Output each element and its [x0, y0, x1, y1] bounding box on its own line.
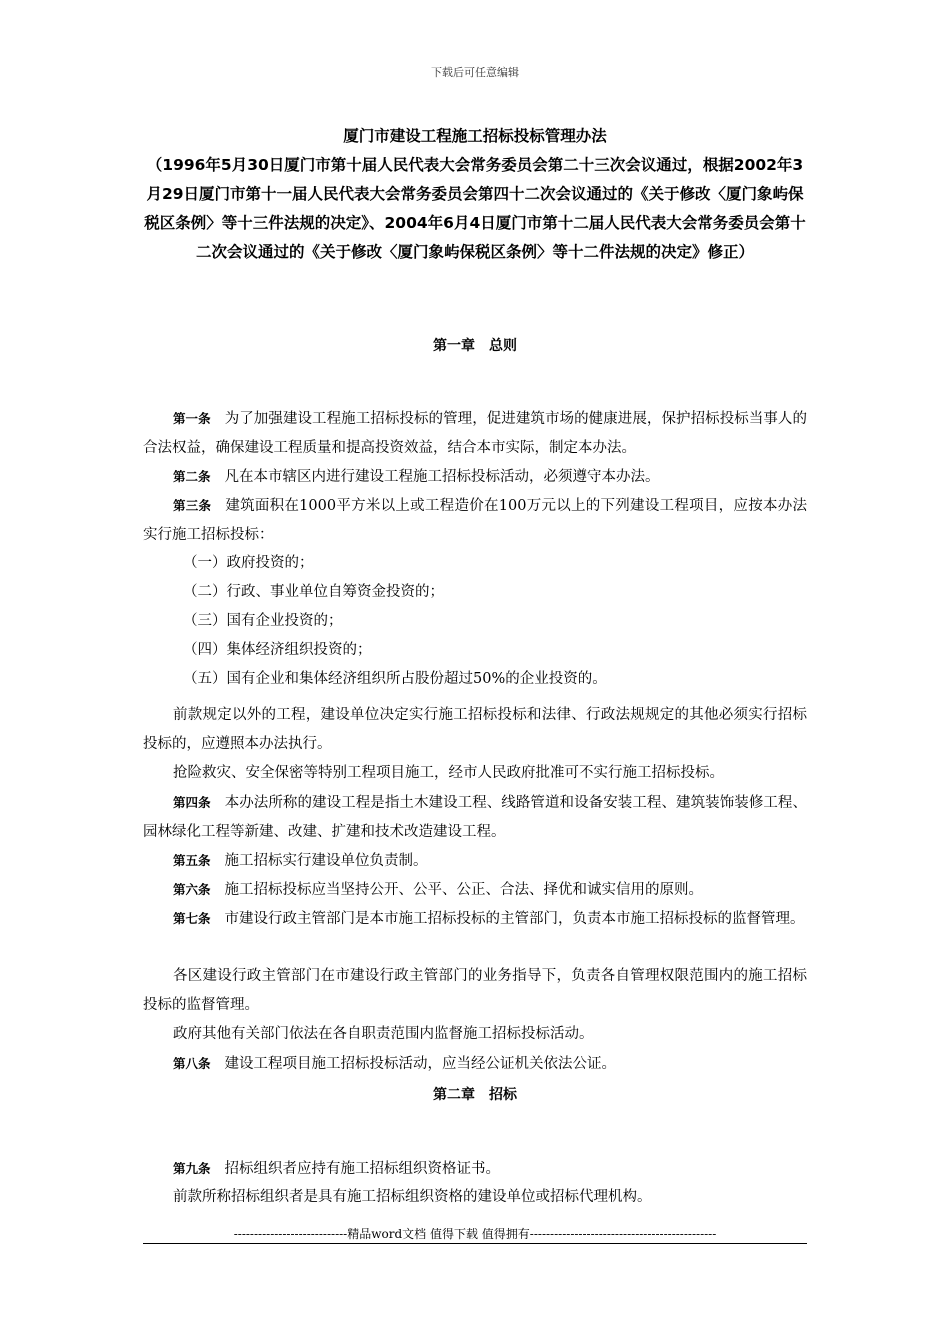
article-7-paragraph-3: 政府其他有关部门依法在各自职责范围内监督施工招标投标活动。 — [173, 1026, 594, 1042]
article-label: 第五条 — [173, 853, 211, 868]
article-7 — [143, 904, 807, 934]
article-4 — [143, 788, 807, 847]
list-item: （二）行政、事业单位自筹资金投资的； — [183, 584, 444, 600]
article-text: 建筑面积在1000平方米以上或工程造价在100万元以上的下列建设工程项目，应按本办法实行施工招标投标： — [143, 498, 807, 543]
article-3-paragraph-3: 抢险救灾、安全保密等特别工程项目施工，经市人民政府批准可不实行施工招标投标。 — [173, 765, 724, 781]
article-9-paragraph-2: 前款所称招标组织者是具有施工招标组织资格的建设单位或招标代理机构。 — [173, 1189, 652, 1205]
article-text: 招标组织者应持有施工招标组织资格证书。 — [224, 1161, 501, 1177]
article-text: 为了加强建设工程施工招标投标的管理，促进建筑市场的健康进展，保护招标投标当事人的合法权益，确保建设工程质量和提高投资效益，结合本市实际，制定本办法。 — [143, 411, 807, 456]
article-label: 第四条 — [173, 795, 211, 810]
article-label: 第三条 — [173, 498, 212, 513]
article-7-paragraph-2: 各区建设行政主管部门在市建设行政主管部门的业务指导下，负责各自管理权限范围内的施工招标投标的监督管理。 — [143, 968, 807, 1013]
article-label: 第九条 — [173, 1161, 211, 1176]
article-2 — [143, 462, 807, 492]
article-5 — [143, 846, 807, 876]
list-item: （四）集体经济组织投资的； — [183, 642, 372, 658]
article-3 — [143, 491, 807, 550]
header-note: 下载后可任意编辑 — [431, 66, 519, 79]
article-label: 第六条 — [173, 882, 211, 897]
footer-divider — [143, 1243, 807, 1244]
article-text: 建设工程项目施工招标投标活动，应当经公证机关依法公证。 — [224, 1056, 617, 1072]
article-1 — [143, 404, 807, 463]
article-text: 施工招标投标应当坚持公开、公平、公正、合法、择优和诚实信用的原则。 — [224, 882, 704, 898]
chapter-heading-1: 第一章 总则 — [433, 338, 517, 354]
article-9 — [143, 1154, 807, 1184]
document-title-block — [143, 122, 807, 267]
article-label: 第七条 — [173, 911, 211, 926]
article-label: 第一条 — [173, 411, 211, 426]
list-item: （五）国有企业和集体经济组织所占股份超过50%的企业投资的。 — [183, 671, 607, 687]
article-8 — [143, 1049, 807, 1079]
article-6 — [143, 875, 807, 905]
article-text: 本办法所称的建设工程是指土木建设工程、线路管道和设备安装工程、建筑装饰装修工程、园林绿化工程等新建、改建、扩建和技术改造建设工程。 — [143, 795, 807, 840]
chapter-heading-2: 第二章 招标 — [433, 1087, 517, 1103]
article-3-paragraph-2: 前款规定以外的工程，建设单位决定实行施工招标投标和法律、行政法规规定的其他必须实行招标投标的，应遵照本办法执行。 — [143, 707, 807, 752]
document-title: 厦门市建设工程施工招标投标管理办法 — [343, 127, 607, 145]
article-text: 市建设行政主管部门是本市施工招标投标的主管部门，负责本市施工招标投标的监督管理。 — [224, 911, 805, 927]
document-subtitle: （1996年5月30日厦门市第十届人民代表大会常务委员会第二十三次会议通过，根据2002年3月29日厦门市第十一届人民代表大会常务委员会第四十二次会议通过的《关于修改〈厦门象屿保税区条例〉等十三件法规的决定》、2004年6月4日厦门市第十二届人民代表大会常务委员会第十二次会议通过的《关于修改〈厦门象屿保税区条例〉等十二件法规的决定》修正） — [144, 156, 806, 261]
article-text: 凡在本市辖区内进行建设工程施工招标投标活动，必须遵守本办法。 — [224, 469, 660, 485]
list-item: （三）国有企业投资的； — [183, 613, 343, 629]
article-text: 施工招标实行建设单位负责制。 — [224, 853, 428, 869]
article-label: 第八条 — [173, 1056, 211, 1071]
article-label: 第二条 — [173, 469, 211, 484]
footer-text: ----------------------------精品word文档 值得下载 值得拥有---------------------------------------------- — [233, 1227, 717, 1241]
list-item: （一）政府投资的； — [183, 555, 314, 571]
